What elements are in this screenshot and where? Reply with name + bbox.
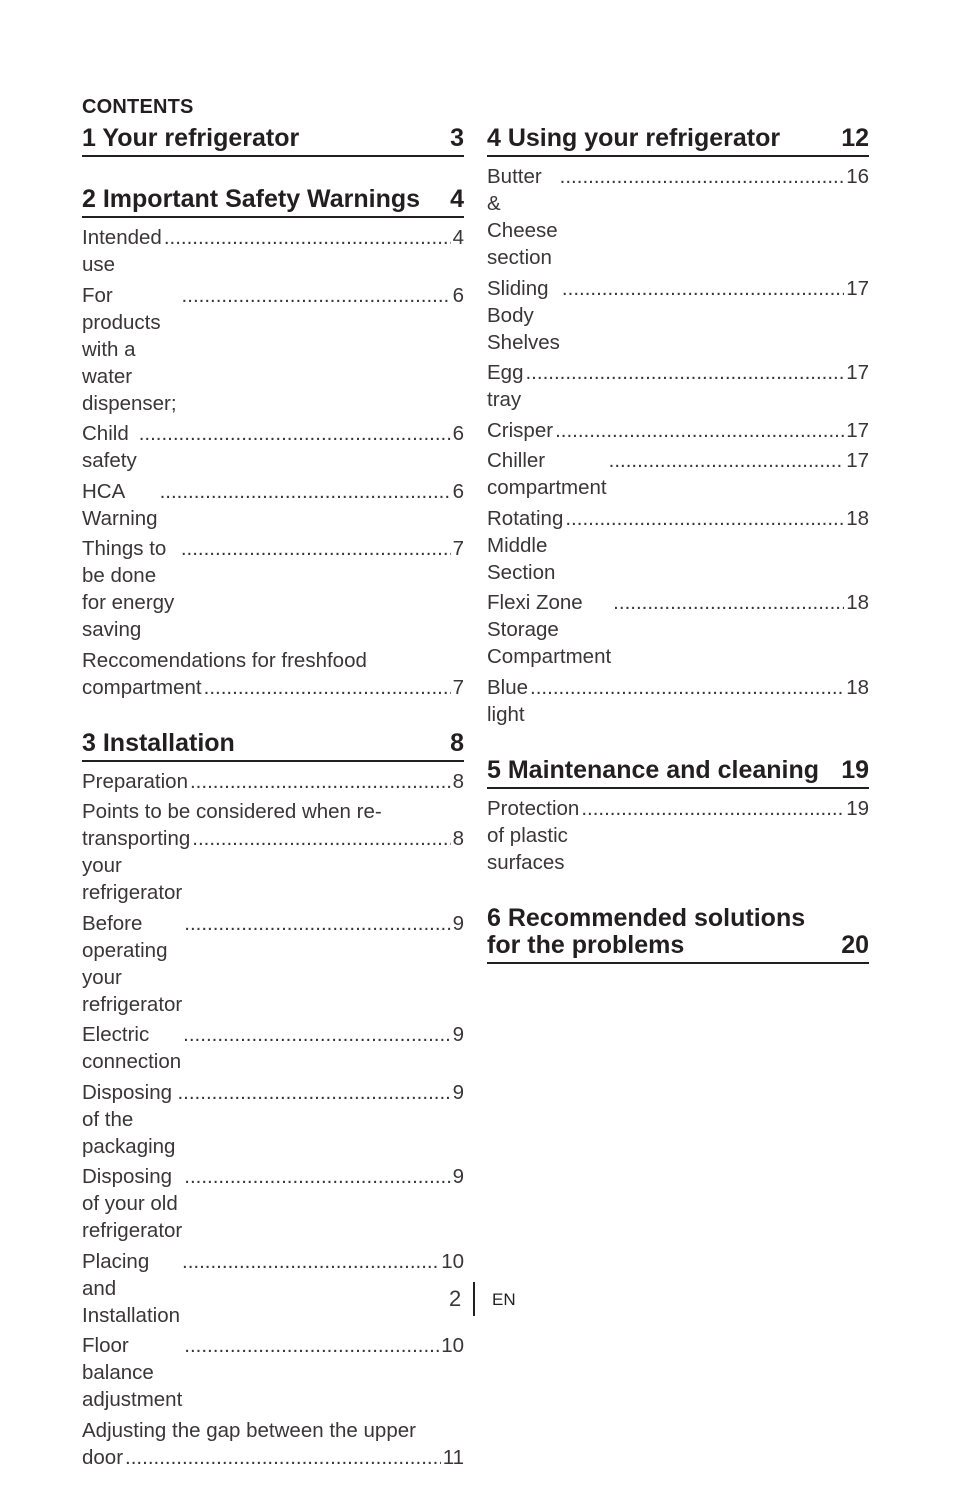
entry-text: Disposing of the packaging (82, 1080, 176, 1158)
entry-page-number: 7 (452, 537, 464, 560)
entry-text: Crisper (487, 418, 554, 442)
section-title: 1 Your refrigerator (82, 124, 300, 152)
toc-right-column (487, 122, 869, 990)
toc-entry[interactable] (487, 674, 869, 728)
dot-leader (184, 1163, 450, 1190)
page-number: 2 (449, 1286, 462, 1311)
entry-text: Sliding Body Shelves (487, 276, 560, 354)
dot-leader (160, 478, 451, 505)
section-title: 4 Using your refrigerator (487, 124, 781, 152)
dot-leader (183, 1021, 450, 1048)
entry-text: Intended use (82, 226, 162, 276)
language-code: EN (492, 1290, 516, 1309)
entry-text: Flexi Zone Storage Compartment (487, 591, 612, 668)
section-heading[interactable] (82, 727, 464, 762)
dot-leader (565, 505, 844, 532)
entry-page-number: 8 (452, 827, 464, 850)
toc-entry[interactable] (82, 1079, 464, 1160)
entry-text: door (82, 1445, 124, 1469)
dot-leader (525, 359, 844, 386)
entry-page-number: 17 (846, 418, 869, 442)
dot-leader (125, 1444, 441, 1471)
entry-page-number: 4 (452, 226, 464, 249)
toc-entry[interactable] (487, 359, 869, 413)
toc-entry[interactable] (82, 478, 464, 532)
entry-page-number: 6 (452, 479, 464, 503)
section-heading[interactable] (487, 902, 869, 964)
dot-leader (204, 674, 451, 701)
entry-page-number: 18 (846, 591, 869, 614)
entry-text: Disposing of your old refrigerator (82, 1165, 183, 1242)
contents-heading: CONTENTS (82, 96, 194, 118)
entry-page-number: 8 (452, 769, 464, 793)
footer-divider (473, 1282, 475, 1316)
entry-text: HCA Warning (82, 479, 158, 530)
toc-section (487, 902, 869, 964)
entry-text: Floor balance adjustment (82, 1334, 183, 1411)
entry-page-number: 16 (846, 165, 869, 188)
entry-text-line2 (82, 825, 464, 906)
dot-leader (190, 768, 451, 795)
section-heading[interactable] (82, 122, 464, 157)
entry-text-line1: Adjusting the gap between the upper (82, 1418, 416, 1442)
dot-leader (562, 275, 844, 302)
entry-page-number: 6 (452, 283, 464, 307)
dot-leader (184, 910, 450, 937)
entry-page-number: 7 (452, 675, 464, 699)
entry-text: Child safety (82, 422, 137, 472)
entry-text: Before operating your refrigerator (82, 911, 183, 1016)
entry-page-number: 19 (846, 796, 869, 820)
entry-text-line1: Reccomendations for freshfood (82, 648, 367, 672)
entry-page-number: 18 (846, 675, 869, 699)
dot-leader (182, 1248, 439, 1275)
section-title: 5 Maintenance and cleaning (487, 755, 820, 784)
toc-entry[interactable] (487, 275, 869, 356)
toc-entry[interactable] (487, 505, 869, 586)
section-page-number: 8 (450, 728, 464, 757)
toc-section (82, 183, 464, 701)
entry-text: Rotating Middle Section (487, 506, 564, 584)
section-heading[interactable] (487, 122, 869, 157)
dot-leader (613, 589, 844, 616)
entry-text-line2 (82, 674, 464, 701)
section-title: 6 Recommended solutions for the problems (487, 903, 806, 959)
entry-text-line1: Points to be considered when re- (82, 800, 382, 823)
toc-section (487, 754, 869, 876)
entry-page-number: 17 (846, 361, 869, 384)
section-title: 3 Installation (82, 728, 235, 757)
section-heading[interactable] (82, 183, 464, 218)
section-title: 2 Important Safety Warnings (82, 185, 421, 213)
entry-text: Preparation (82, 769, 188, 793)
toc-entry[interactable] (82, 1021, 464, 1075)
entry-page-number: 9 (452, 911, 464, 935)
toc-entry[interactable] (82, 420, 464, 474)
page-footer (0, 1282, 954, 1316)
toc-entry[interactable] (82, 282, 464, 417)
dot-leader (581, 795, 844, 822)
entry-page-number: 17 (846, 449, 869, 472)
toc-entry[interactable] (82, 768, 464, 795)
entry-page-number: 17 (846, 276, 869, 300)
entry-text: Things to be done for energy saving (82, 537, 175, 641)
entry-text: Blue light (487, 675, 529, 726)
entry-text: transporting your refrigerator (82, 827, 191, 904)
entry-page-number: 9 (452, 1023, 464, 1046)
section-heading[interactable] (487, 754, 869, 789)
section-page-number: 4 (450, 185, 464, 213)
toc-section (82, 727, 464, 1471)
entry-text: Electric connection (82, 1023, 182, 1073)
toc-section (82, 122, 464, 157)
toc-entry[interactable] (82, 1417, 464, 1471)
toc-entry[interactable] (487, 417, 869, 444)
dot-leader (181, 535, 451, 562)
entry-page-number: 6 (452, 422, 464, 445)
dot-leader (530, 674, 844, 701)
dot-leader (560, 163, 845, 190)
section-page-number: 12 (841, 124, 869, 152)
dot-leader (609, 447, 845, 474)
toc-entry[interactable] (82, 1332, 464, 1413)
toc-entry[interactable] (82, 1163, 464, 1244)
entry-page-number: 18 (846, 506, 869, 530)
section-page-number: 20 (841, 930, 869, 959)
dot-leader (182, 282, 451, 309)
entry-page-number: 9 (452, 1080, 464, 1104)
dot-leader (555, 417, 844, 444)
entry-text: Butter & Cheese section (487, 165, 558, 269)
toc-entry[interactable] (82, 224, 464, 278)
toc-entry[interactable] (487, 447, 869, 501)
entry-text: For products with a water dispenser; (82, 283, 177, 415)
dot-leader (139, 420, 451, 447)
entry-text-line2 (82, 1444, 464, 1471)
entry-page-number: 11 (442, 1445, 464, 1469)
entry-page-number: 10 (441, 1249, 464, 1273)
toc-section (487, 122, 869, 728)
entry-text: Protection of plastic surfaces (487, 796, 580, 874)
toc-entry[interactable] (82, 910, 464, 1018)
section-page-number: 19 (841, 755, 869, 784)
toc-entry[interactable] (487, 795, 869, 876)
dot-leader (184, 1332, 439, 1359)
dot-leader (177, 1079, 450, 1106)
entry-text: compartment (82, 675, 202, 699)
dot-leader (164, 224, 451, 251)
entry-text: Egg tray (487, 361, 524, 411)
entry-page-number: 9 (452, 1165, 464, 1188)
toc-entry[interactable] (82, 535, 464, 643)
entry-page-number: 10 (441, 1334, 464, 1357)
toc-entry[interactable] (487, 163, 869, 271)
entry-text: Placing and Installation (82, 1249, 181, 1327)
entry-text: Chiller compartment (487, 449, 607, 499)
toc-entry[interactable] (82, 798, 464, 906)
dot-leader (192, 825, 450, 852)
toc-entry[interactable] (82, 647, 464, 701)
section-page-number: 3 (450, 124, 464, 152)
toc-entry[interactable] (487, 589, 869, 670)
